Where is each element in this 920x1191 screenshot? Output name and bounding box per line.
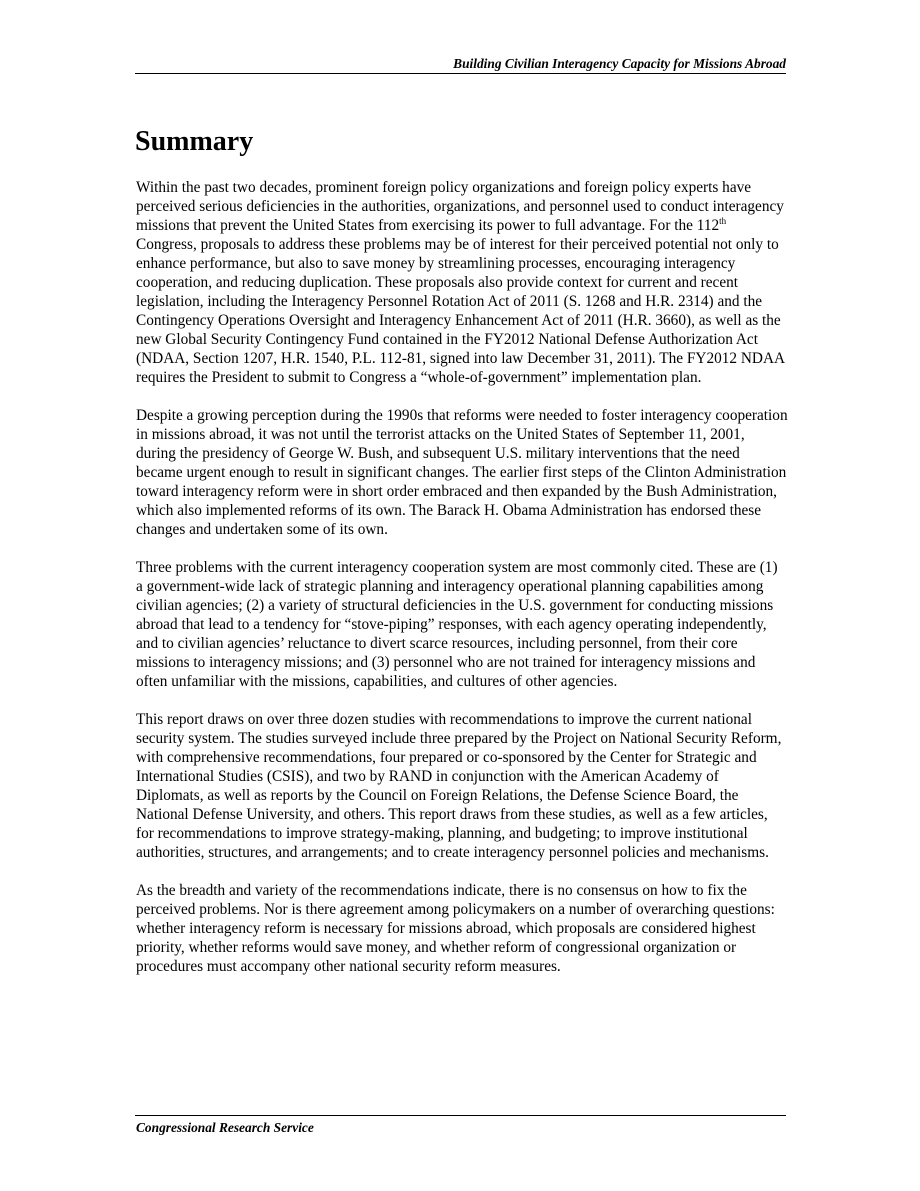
paragraph-5: As the breadth and variety of the recommendations indicate, there is no consensus on how to fix the perceived problems. Nor is there agreement among policymakers on a number of overarching questions: whether interagency reform is necessary for missions abroad, which proposals are considered highest priority, whether reforms would save money, and whether reform of congressional organization or procedures must accompany other national security reform measures. — [136, 882, 775, 975]
running-header: Building Civilian Interagency Capacity for Missions Abroad — [453, 56, 786, 71]
paragraph-1-text-a: Within the past two decades, prominent foreign policy organizations and foreign policy experts have perceived serious deficiencies in the authorities, organizations, and personnel used to conduct interagency missions that prevent the United States from exercising its power to full advantage. For the 112 — [136, 179, 784, 234]
paragraph-2: Despite a growing perception during the 1990s that reforms were needed to foster interagency cooperation in missions abroad, it was not until the terrorist attacks on the United States of September 11, 2001, during the presidency of George W. Bush, and subsequent U.S. military interventions that the need became urgent enough to result in significant changes. The earlier first steps of the Clinton Administration toward interagency reform were in short order embraced and then expanded by the Bush Administration, which also implemented reforms of its own. The Barack H. Obama Administration has endorsed these changes and undertaken some of its own. — [136, 407, 788, 538]
footer-rule — [135, 1115, 786, 1116]
summary-body — [136, 178, 788, 995]
paragraph-3: Three problems with the current interagency cooperation system are most commonly cited. These are (1) a government-wide lack of strategic planning and interagency operational planning capabilities among civilian agencies; (2) a variety of structural deficiencies in the U.S. government for conducting missions abroad that lead to a tendency for “stove-piping” responses, with each agency operating independently, and to civilian agencies’ reluctance to divert scarce resources, including personnel, from their core missions to interagency missions; and (3) personnel who are not trained for interagency missions and often unfamiliar with the missions, capabilities, and cultures of other agencies. — [136, 559, 778, 690]
superscript-ordinal: th — [719, 216, 727, 226]
paragraph-4: This report draws on over three dozen studies with recommendations to improve the current national security system. The studies surveyed include three prepared by the Project on National Security Reform, with comprehensive recommendations, four prepared or co-sponsored by the Center for Strategic and International Studies (CSIS), and two by RAND in conjunction with the American Academy of Diplomats, as well as reports by the Council on Foreign Relations, the Defense Science Board, the National Defense University, and others. This report draws from these studies, as well as a few articles, for recommendations to improve strategy-making, planning, and budgeting; to improve institutional authorities, structures, and arrangements; and to create interagency personnel policies and mechanisms. — [136, 711, 782, 861]
footer-publisher: Congressional Research Service — [136, 1120, 314, 1135]
section-title: Summary — [135, 126, 254, 157]
header-rule — [135, 73, 786, 74]
paragraph-1 — [136, 178, 788, 387]
paragraph-1-text-b: Congress, proposals to address these problems may be of interest for their perceived potential not only to enhance performance, but also to save money by streamlining processes, encouraging interagency cooperation, and reducing duplication. These proposals also provide context for current and recent legislation, including the Interagency Personnel Rotation Act of 2011 (S. 1268 and H.R. 2314) and the Contingency Operations Oversight and Interagency Enhancement Act of 2011 (H.R. 3660), as well as the new Global Security Contingency Fund contained in the FY2012 National Defense Authorization Act (NDAA, Section 1207, H.R. 1540, P.L. 112-81, signed into law December 31, 2011). The FY2012 NDAA requires the President to submit to Congress a “whole-of-government” implementation plan. — [136, 236, 785, 386]
